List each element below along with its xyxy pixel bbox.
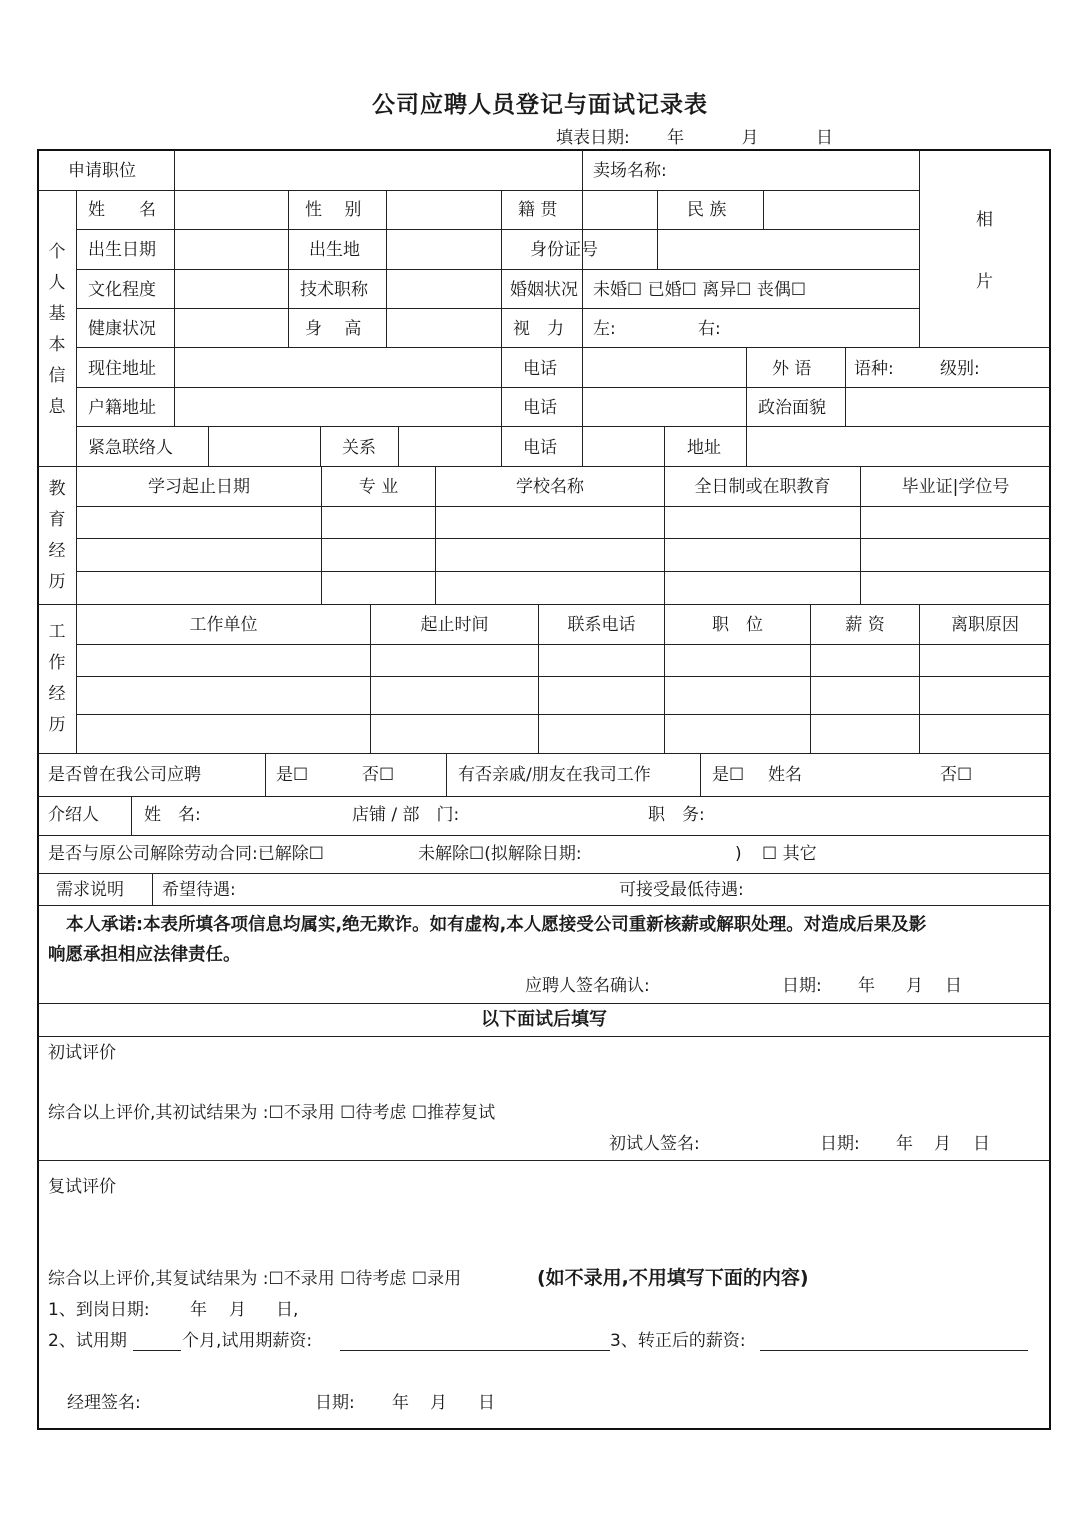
work-header-company: 工作单位 <box>189 615 258 635</box>
applicant-sign-label: 应聘人签名确认: <box>525 976 650 996</box>
relation-label: 关系 <box>342 438 376 458</box>
id-label: 身份证号 <box>530 240 598 260</box>
applied-before-yes[interactable]: 是☐ <box>276 765 309 785</box>
work-section-label: 工 作 经 历 <box>48 622 66 735</box>
form-frame <box>37 149 1051 1430</box>
edu-header-major: 专 业 <box>358 477 399 497</box>
personal-section-label: 个 人 基 本 信 息 <box>48 242 66 417</box>
probation-salary-label: 个月,试用期薪资: <box>182 1331 313 1351</box>
applied-before-no[interactable]: 否☐ <box>362 765 395 785</box>
height-label: 身 高 <box>305 319 362 339</box>
vision-right-label: 右: <box>698 319 721 339</box>
marital-label: 婚姻状况 <box>510 280 578 300</box>
referrer-post-label: 职 务: <box>648 805 705 825</box>
pledge-month: 月 <box>906 976 923 996</box>
pledge-year: 年 <box>858 976 875 996</box>
contract-not-terminated[interactable]: 未解除☐(拟解除日期: <box>418 844 582 864</box>
fill-date <box>556 123 833 148</box>
onboard-month: 月 <box>229 1300 246 1320</box>
vision-left-label: 左: <box>593 319 616 339</box>
referrer-name-label: 姓 名: <box>144 805 201 825</box>
work-header-period: 起止时间 <box>420 615 489 635</box>
work-header-phone: 联系电话 <box>567 615 636 635</box>
native-label: 籍 贯 <box>518 200 558 220</box>
first-interviewer-sign: 初试人签名: <box>609 1134 700 1154</box>
politics-label: 政治面貌 <box>758 398 826 418</box>
page-title: 公司应聘人员登记与面试记录表 <box>372 92 708 118</box>
education-level-label: 文化程度 <box>88 280 156 300</box>
birthplace-label: 出生地 <box>309 240 360 260</box>
first-date-label: 日期: <box>820 1134 860 1154</box>
language-label: 外 语 <box>772 359 812 379</box>
minimum-salary-label: 可接受最低待遇: <box>619 880 744 900</box>
photo-label-1: 相 <box>976 210 993 230</box>
relatives-no[interactable]: 否☐ <box>940 765 973 785</box>
expected-salary-label: 希望待遇: <box>162 880 236 900</box>
probation-label: 2、试用期 <box>48 1331 127 1351</box>
work-header-position: 职 位 <box>712 615 763 635</box>
relatives-name-label: 姓名 <box>768 765 802 785</box>
onboard-year: 年 <box>190 1300 207 1320</box>
fill-date-month: 月 <box>741 128 759 148</box>
manager-sign-label: 经理签名: <box>67 1393 141 1413</box>
referrer-dept-label: 店铺 / 部 门: <box>352 805 460 825</box>
first-eval-result[interactable]: 综合以上评价,其初试结果为 :☐不录用 ☐待考虑 ☐推荐复试 <box>48 1103 496 1123</box>
edu-header-cert: 毕业证|学位号 <box>901 477 1010 497</box>
apply-position-label: 申请职位 <box>68 161 136 181</box>
pledge-line-1: 本人承诺:本表所填各项信息均属实,绝无欺诈。如有虚构,本人愿接受公司重新核薪或解职处理。对造成后果及影 <box>66 915 927 935</box>
contact-address-label: 地址 <box>687 438 721 458</box>
photo-label-2: 片 <box>976 272 993 292</box>
fill-date-label: 填表日期: <box>556 128 630 148</box>
contract-other[interactable]: ☐ 其它 <box>762 844 817 864</box>
fill-date-day: 日 <box>815 128 833 148</box>
tech-title-label: 技术职称 <box>300 280 368 300</box>
store-name-label: 卖场名称: <box>593 161 667 181</box>
second-eval-result[interactable]: 综合以上评价,其复试结果为 :☐不录用 ☐待考虑 ☐录用 <box>48 1269 462 1289</box>
needs-label: 需求说明 <box>56 880 124 900</box>
probation-salary-blank[interactable] <box>340 1350 610 1351</box>
phone-label-1: 电话 <box>523 359 557 379</box>
applied-before-label: 是否曾在我公司应聘 <box>48 765 201 785</box>
manager-day: 日 <box>478 1393 495 1413</box>
regular-salary-blank[interactable] <box>760 1350 1028 1351</box>
after-interview-heading: 以下面试后填写 <box>481 1009 607 1030</box>
second-eval-note: (如不录用,不用填写下面的内容) <box>537 1267 809 1289</box>
edu-header-school: 学校名称 <box>516 477 584 497</box>
name-label: 姓 名 <box>88 200 156 220</box>
onboard-day: 日, <box>276 1300 299 1320</box>
work-header-reason: 离职原因 <box>951 615 1019 635</box>
work-header-salary: 薪 资 <box>845 615 885 635</box>
first-day: 日 <box>973 1134 990 1154</box>
manager-month: 月 <box>430 1393 447 1413</box>
regular-salary-label: 3、转正后的薪资: <box>610 1331 746 1351</box>
first-month: 月 <box>934 1134 951 1154</box>
edu-header-type: 全日制或在职教育 <box>694 477 831 497</box>
address-label: 现住地址 <box>88 359 156 379</box>
language-level-label: 级别: <box>940 359 980 379</box>
pledge-date-label: 日期: <box>782 976 822 996</box>
fill-date-year: 年 <box>667 128 685 148</box>
manager-date-label: 日期: <box>315 1393 355 1413</box>
pledge-line-2: 响愿承担相应法律责任。 <box>48 945 241 965</box>
contract-close-paren: ) <box>735 844 742 864</box>
edu-header-dates: 学习起止日期 <box>148 477 250 497</box>
language-kind-label: 语种: <box>854 359 894 379</box>
first-eval-label: 初试评价 <box>48 1043 116 1063</box>
emergency-contact-label: 紧急联络人 <box>88 438 173 458</box>
manager-year: 年 <box>392 1393 409 1413</box>
pledge-day: 日 <box>945 976 962 996</box>
relatives-label: 有否亲戚/朋友在我司工作 <box>458 765 651 785</box>
second-eval-label: 复试评价 <box>48 1177 116 1197</box>
phone-label-2: 电话 <box>523 398 557 418</box>
birth-label: 出生日期 <box>88 240 156 260</box>
contract-terminated[interactable]: 是否与原公司解除劳动合同:已解除☐ <box>48 844 324 864</box>
education-section-label: 教 育 经 历 <box>48 479 66 592</box>
hukou-label: 户籍地址 <box>88 398 156 418</box>
health-label: 健康状况 <box>88 319 156 339</box>
ethnic-label: 民 族 <box>687 200 727 220</box>
first-year: 年 <box>896 1134 913 1154</box>
onboard-date-label: 1、到岗日期: <box>48 1300 150 1320</box>
relatives-yes[interactable]: 是☐ <box>712 765 745 785</box>
vision-label: 视 力 <box>513 319 564 339</box>
gender-label: 性 别 <box>305 200 362 220</box>
marital-options[interactable]: 未婚☐ 已婚☐ 离异☐ 丧偶☐ <box>593 280 807 300</box>
probation-months-blank[interactable] <box>133 1350 181 1351</box>
referrer-label: 介绍人 <box>48 805 99 825</box>
phone-label-3: 电话 <box>523 438 557 458</box>
